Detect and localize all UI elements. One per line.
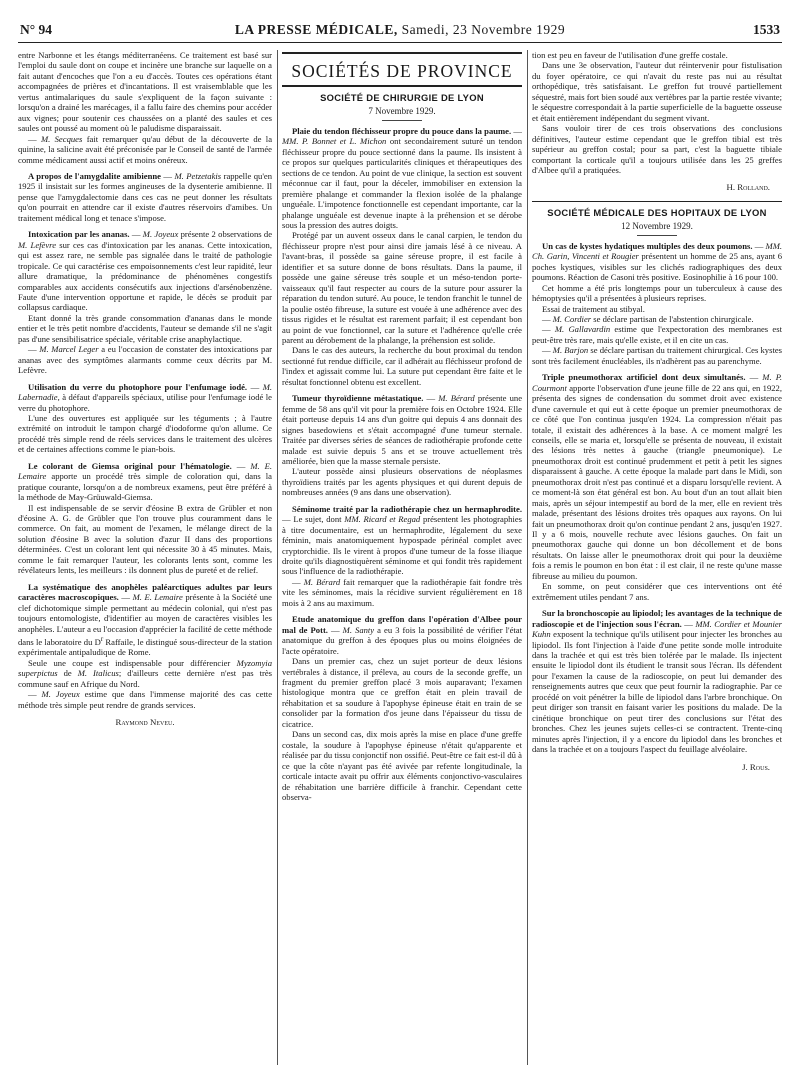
paragraph: Dans un premier cas, chez un sujet porteur de deux lésions vertébrales à distance, il préleva, au cours de la seconde greffe, un fragment du premier greffon placé 3 mois auparavant; l'examen histologique montra que ce greffon était en plein travail de réhabitation et sa soudure à l'apophyse épineuse était en train de se consolider par la formation d'os jeune dans l'épaisseur du tissu de cicatrice. (282, 656, 522, 729)
report-tumeur: Tumeur thyroïdienne métastatique. — M. Bérard présente une femme de 58 ans qu'il vit pour la première fois en Octobre 1924. Elle était porteuse depuis 14 ans d'un goitre qui depuis 4 ans donnait des signes basedowiens et s'était accompagné d'une tumeur sternale. Traitée par diverses séries de séances de radiothérapie profonde cette malade est suivie depuis 5 ans et se trouve actuellement très améliorée, bien que la masse sternale persiste. (282, 393, 522, 466)
paragraph: Dans un second cas, dix mois après la mise en place d'une greffe costale, la soudure à l'apophyse épineuse n'était qu'apparente et réalisée par du tissu conjonctif non ossifié. Peut-être ce fait est-il dû à ce que la côte n'ayant pas été avivée par refente longitudinale, la corticale intacte avait pu offrir aux éléments conjonctivo-vasculaires de réhabitation une barrière difficile à franchir. Cependant cette observa- (282, 729, 522, 802)
paragraph: En somme, on peut considérer que ces interventions ont été extrêmement utiles pendant 7 ans. (532, 581, 782, 602)
paragraph: L'une des ouvertures est appliquée sur les téguments ; à l'autre extrémité on introduit le tampon chargé d'iodoforme qu'on allume. Ce procédé très simple rend de réels services dans le traitement des ulcères et de certaines affections comme le pian-bois. (18, 412, 272, 455)
page-number: 1533 (753, 22, 780, 37)
paragraph: Essai de traitement au stibyal. (542, 303, 645, 314)
session-date: 7 Novembre 1929. (282, 106, 522, 120)
report-amygdalite: A propos de l'amygdalite amibienne — M. Petzetakis rappelle qu'en 1925 il insistait sur les formes angineuses de la dysenterie amibienne. Il pense que l'amygdalectomie dans ces cas ne peut donner les résultats qu'on pourrait en attendre car il existe d'autres réservoirs d'amibes. Un traitement médical long et tenace s'impose. (18, 170, 272, 223)
paragraph: Etant donné la très grande consommation d'ananas dans le monde entier et le très petit nombre d'accidents, l'auteur se demande s'il ne s'agit pas d'une sensibilisatrice spéciale, véritable crise anaphylactique. (18, 312, 272, 344)
report-kystes: Un cas de kystes hydatiques multiples des deux poumons. — MM. Ch. Garin, Vincenti et Rougier présentent un homme de 25 ans, ayant 6 poches kystiques, visibles sur les clichés radiographiques des deux poumons. Réaction de Casoni très positive. Eosinophilie à 16 pour 100. (532, 240, 782, 283)
report-title: Etude anatomique du greffon dans l'opération d'Albee pour mal de Pott. (282, 614, 522, 635)
author-name: MM. Cordier et Mounier Kuhn (532, 618, 782, 640)
column-left (18, 50, 272, 1070)
author-name: M. Cordier (552, 313, 592, 324)
author-name: M. E. Lemaire (18, 460, 272, 482)
report-pneumothorax: Triple pneumothorax artificiel dont deux simultanés. — M. P. Courmont apporte l'observation d'une jeune fille de 22 ans qui, en 1922, présenta des signes de condensation du sommet droit avec existence d'une cavernule et qui eut à cette époque un premier pneumothorax de ce côté que l'on continua jusqu'en 1924. La compression n'était pas totale, il existait des adhérences à la base. A ce moment malgré les conseils, elle se maria et, lorsqu'elle se présenta de nouveau, il existait des lésions très nettes à gauche (triangle pneumonique). Le pneumothorax droit est continué prudemment et petit à petit les signes disparaissent à gauche. A cette époque la malade part dans le Midi, son pneumothorax droit n'est pas continué et a disparu lorsqu'elle revient. A ce moment-là son état général est bon. Au bout d'un an tout allait bien mais, après un séjour intempestif au bord de la mer, elle en revient très malade, présentant des lésions droites très opaques aux rayons. On lui fait un pneumothorax droit qu'on continue pendant 2 ans, jusqu'en 1927. Il y a 6 mois, nouvelle rechute avec lésions gauches. On fait un pneumothorax gauche qui donne un bon décollement et de bons résultats. On laisse aller le pneumothorax droit qui pour la deuxième fois a remis le poumon en bon état : il est clair, il ne reste qu'une masse fibreuse au milieu du poumon. (532, 372, 782, 581)
author-name: MM. Ricard et Regad (344, 514, 421, 525)
signature: Raymond Neveu. (115, 717, 175, 728)
report-title: Intoxication par les ananas. (28, 229, 130, 240)
journal-name: LA PRESSE MÉDICALE, (234, 22, 398, 37)
society-title: SOCIÉTÉ MÉDICALE DES HOPITAUX DE LYON (532, 201, 782, 218)
report-title: A propos de l'amygdalite amibienne (28, 170, 161, 181)
author-name: M. Bérard (303, 576, 341, 587)
report-ananas: Intoxication par les ananas. — M. Joyeux présente 2 observations de M. Lefèvre sur ces cas d'intoxication par les ananas. Cette intoxication, qui est assez rare, ne semble pas signalée dans le traité de pathologie tropicale. Ce qui caractérise ces empoisonnements c'est leur rapidité, leur allure dramatique, la prédominance de phénomènes congestifs comparables aux accidents consécutifs aux injections d'arsénobenzène. Faute d'une intervention opportune et rapide, le décès se produit par collapsus cardiaque. (18, 229, 272, 313)
paragraph: Cet homme a été pris longtemps pour un tuberculeux à cause des hémoptysies qu'il a présentées à plusieurs reprises. (532, 282, 782, 304)
paragraph: Dans le cas des auteurs, la recherche du bout proximal du tendon sectionné fut rendue difficile, car il adhérait au fléchisseur profond de l'index et agissait comme lui. La suture put cependant être faite et le résultat fonctionnel obtenu est excellent. (282, 345, 522, 387)
report-photophore: Utilisation du verre du photophore pour l'enfumage iodé. — M. Labernadie, à défaut d'appareils spéciaux, utilise pour l'enfumage iodé le verre du photophore. (18, 381, 272, 413)
author-name: M. Joyeux (41, 689, 80, 700)
paragraph: entre Narbonne et les étangs méditerranéens. Ce traitement est basé sur l'emploi du saule dont on coupe et incinère une branche sur laquelle on a fait autant d'encoches que l'on a eu d'accès. Toutes ces opérations étant accompagnées de prières et d'incantations. Il est vraisemblable que les vertus antimalariques du saule s'expliquent de la façon suivante : lorsqu'on a drainé les marécages, il a fallu faire des chemins pour accéder aux vignes; pour soutenir ces chaussées on a planté des saules et ces saules ont poussé au moment où le paludisme disparaissait. (18, 50, 272, 134)
paragraph: L'auteur possède ainsi plusieurs observations de néoplasmes thyroïdiens traités par les agents physiques et qui durent depuis de nombreuses années (9 ans dans une observation). (282, 466, 522, 498)
author-name: MM. Ch. Garin, Vincenti et Rougier (532, 240, 782, 262)
paragraph: — M. Joyeux estime que dans l'immense majorité des cas cette méthode très simple peut rendre de grands services. (18, 689, 272, 710)
author-name: M. Joyeux (142, 229, 179, 240)
author-name: M. Barjon (552, 345, 589, 356)
column-middle (282, 50, 522, 1070)
signature: H. Rolland. (726, 182, 770, 193)
report-title: Un cas de kystes hydatiques multiples des deux poumons. (542, 240, 753, 251)
paragraph: — M. Secques fait remarquer qu'au début de la découverte de la quinine, la salicine avait été préconisée par le Conseil de santé de l'armée comme médicament aussi actif et moins onéreux. (18, 133, 272, 165)
report-title: Séminome traité par la radiothérapie chez un hermaphrodite. (292, 503, 522, 514)
report-seminome: Séminome traité par la radiothérapie chez un hermaphrodite. — Le sujet, dont MM. Ricard et Regad présentent les photographies à titre documentaire, est un hermaphrodite, légalement du sexe féminin, mais anatomiquement hypospade périnéal complet avec cryptorchidie. Ils le virent à propos d'une tumeur de la fosse iliaque droite qu'ils diagnostiquèrent séminome et qui fondit très rapidement sous l'influence de la radiothérapie. (282, 503, 522, 577)
paragraph: Protégé par un auvent osseux dans le canal carpien, le tendon du fléchisseur propre n'est pour ainsi dire jamais lésé à ce niveau. A l'avant-bras, il possède sa gaine séreuse propre, il est facile à identifier et sa suture donne de bons résultats. Dans la paume, il possède une gaine séreuse très souple et un méso-tendon porte-vaisseaux qu'il faut respecter au cours de la suture pour assurer la réparation du tendon suturé. Au pouce, le tendon franchit le tunnel de la poulie ostéo fibreuse, la suture est vouée à une adhérence avec des tissus rigides et le résultat est rarement parfait; il est cependant bon au point de vue fonctionnel, car la suture et l'adhérence qu'elle crée parent au dérobement de la phalange, la préhension est solide. (282, 230, 522, 345)
issue-date: Samedi, 23 Novembre 1929 (397, 22, 566, 37)
session-date: 12 Novembre 1929. (532, 221, 782, 235)
paragraph: Il est indispensable de se servir d'éosine B extra de Grübler et non d'éosine A. G. de Grübler que l'on trouve plus couramment dans le commerce. On fait, au moment de l'examen, le mélange direct de la solution d'éosine B avec la solution d'azur II dans des proportions déterminées. C'est un colorant lent qui nécessite 30 à 45 minutes. Mais, comme le fait remarquer l'auteur, les colorants lents sont, comme les révélateurs lents, les meilleurs : ils donnent plus de pureté et de relief. (18, 502, 272, 576)
report-greffon: Etude anatomique du greffon dans l'opération d'Albee pour mal de Pott. — M. Santy a eu 3 fois la possibilité de vérifier l'état anatomique du greffon à des époques plus ou moins éloignées de l'acte opératoire. (282, 614, 522, 656)
section-title: SOCIÉTÉS DE PROVINCE (282, 52, 522, 87)
author-name: M. Gallavardin (554, 324, 611, 335)
paragraph: — M. Marcel Leger a eu l'occasion de constater des intoxications par ananas avec des symptômes alarmants comme ceux décrits par M. Lefèvre. (18, 344, 272, 376)
column-rule-left (277, 50, 278, 1065)
paragraph: — M. Gallavardin estime que l'expectoration des membranes est peut-être très rare, mais qu'elle existe, et il en cite un cas. (532, 324, 782, 345)
paragraph: Sans vouloir tirer de ces trois observations des conclusions définitives, l'auteur estime cependant que le greffon tibial est très supérieur au greffon costal; pour sa part, c'est la baguette tibiale comportant la corticale qu'il a toujours utilisée dans les 25 greffes d'Albee qu'il a pratiquées. (532, 123, 782, 175)
report-title: Tumeur thyroïdienne métastatique. (292, 393, 424, 404)
report-title: Triple pneumothorax artificiel dont deux simultanés. (542, 372, 746, 383)
author-name: M. Labernadie (18, 381, 272, 403)
journal-title (18, 22, 782, 38)
paragraph: — M. Bérard fait remarquer que la radiothérapie fait fondre très vite les séminomes, mais la récidive survient régulièrement en 18 mois à 2 ans au maximum. (282, 576, 522, 608)
report-title: Le colorant de Giemsa original pour l'hématologie. (28, 460, 232, 471)
paragraph: Seule une coupe est indispensable pour différencier Myzomyia superpictus de M. Italicus; d'ailleurs cette dernière n'est pas très commune sauf en Afrique du Nord. (18, 657, 272, 689)
author-name: M. Bérard (438, 393, 475, 404)
paragraph: — M. Barjon se déclare partisan du traitement chirurgical. Ces kystes sont très facilement énucléables, ils n'adhèrent pas au parenchyme. (532, 345, 782, 366)
report-title: Sur la bronchoscopie au lipiodol; les avantages de la technique de radioscopie et de l'injection sous l'écran. (532, 608, 782, 629)
signature: J. Rous. (742, 761, 770, 772)
column-rule-right (527, 50, 528, 1065)
author-name: MM. P. Bonnet et L. Michon (282, 136, 387, 147)
issue-number: N° 94 (20, 22, 53, 37)
report-anopheles: La systématique des anophèles paléarctiques adultes par leurs caractères macroscopiques. — M. E. Lemaire présente à la Société une clef dichotomique simple permettant au médecin colonial, qui n'est pas toujours entomologiste, d'identifier au moyen de caractères visibles les anophèles. L'auteur a eu l'occasion d'apprécier la facilité de cette méthode dans le laboratoire du $D^r$ Raffaile, le distingué sous-directeur de la station expérimentale antipaludique de Rome. (18, 581, 272, 658)
column-right (532, 50, 782, 1070)
report-title: Plaie du tendon fléchisseur propre du pouce dans la paume. (292, 125, 512, 136)
author-name: M. Santy (342, 624, 375, 635)
author-name: M. P. Courmont (532, 372, 782, 393)
report-title: La systématique des anophèles paléarctiques adultes par leurs caractères macroscopiques. (18, 581, 272, 603)
running-header (18, 20, 782, 43)
author-name: M. Marcel Leger (39, 344, 99, 355)
author-name: M. Petzetakis (174, 170, 222, 181)
report-bronchoscopie: Sur la bronchoscopie au lipiodol; les avantages de la technique de radioscopie et de l'injection sous l'écran. — MM. Cordier et Mounier Kuhn exposent la technique qu'ils utilisent pour injecter les bronches au lipiodol. Ils font l'injection à l'aide d'une petite sonde molle introduite dans la trachée et qui est très bien tolérée par le malade. Ils injectent ensuite le lipiodol dont ils étudient le transit sous l'écran. Ils défendent pour l'examen la cause de la radioscopie, on peut lui demander des renseignements autres que ceux que peut fournir la radiographie. Par ce procédé on voit pénétrer la bille de lipiodol dans l'arbre bronchique. On peut diriger son transit en faisant varier les positions du malade. De la cinétique bronchique on peut tirer des conclusions sur l'état des bronches. Chez les jeunes sujets celles-ci se contractent. Trente-cinq minutes après l'injection, il y a encore du lipiodol dans les bronches et dans la trachée et on a toujours l'aspect du feuillage alvéolaire. (532, 608, 782, 755)
society-title: SOCIÉTÉ DE CHIRURGIE DE LYON (320, 92, 484, 103)
report-title: Utilisation du verre du photophore pour l'enfumage iodé. (28, 381, 248, 392)
author-name: M. Secques (40, 133, 83, 144)
author-name: M. E. Lemaire (132, 592, 183, 603)
report-tendon: Plaie du tendon fléchisseur propre du pouce dans la paume. — MM. P. Bonnet et L. Michon ont secondairement suturé un tendon fléchisseur propre du pouce sectionné dans la paume. Ils insistent à ce propos sur quelques particularités cliniques et thérapeutiques des sections de ce tendon. Au point de vue clinique, la section est souvent méconnue car il faut, pour la déceler, immobiliser en extension la première phalange et commander la flexion isolée de la phalange unguéale. L'impotence fonctionnelle est cependant importante, car la phalange unguéale est devenue inapte à la préhension et se dérobe sous la pression des autres doigts. (282, 125, 522, 230)
paragraph: — M. Cordier se déclare partisan de l'abstention chirurgicale. (542, 313, 754, 324)
report-giemsa: Le colorant de Giemsa original pour l'hématologie. — M. E. Lemaire apporte un procédé très simple de coloration qui, dans la pratique courante, lorsqu'on a de nombreux examens, peut être préféré à la méthode de May-Grüuwald-Giemsa. (18, 460, 272, 503)
paragraph: Dans une 3e observation, l'auteur dut réintervenir pour fistulisation du foyer opératoire, ce qui n'avait du reste pas nui au résultat orthopédique, très satisfaisant. Le greffon fut trouvé partiellement séquestré, mais fort bien soudé aux vertèbres par la partie restée vivante; le séquestre correspondait à la partie superficielle de la baguette osseuse et était entièrement indépendant du segment vivant. (532, 60, 782, 123)
paragraph: tion est peu en faveur de l'utilisation d'une greffe costale. (532, 50, 728, 60)
